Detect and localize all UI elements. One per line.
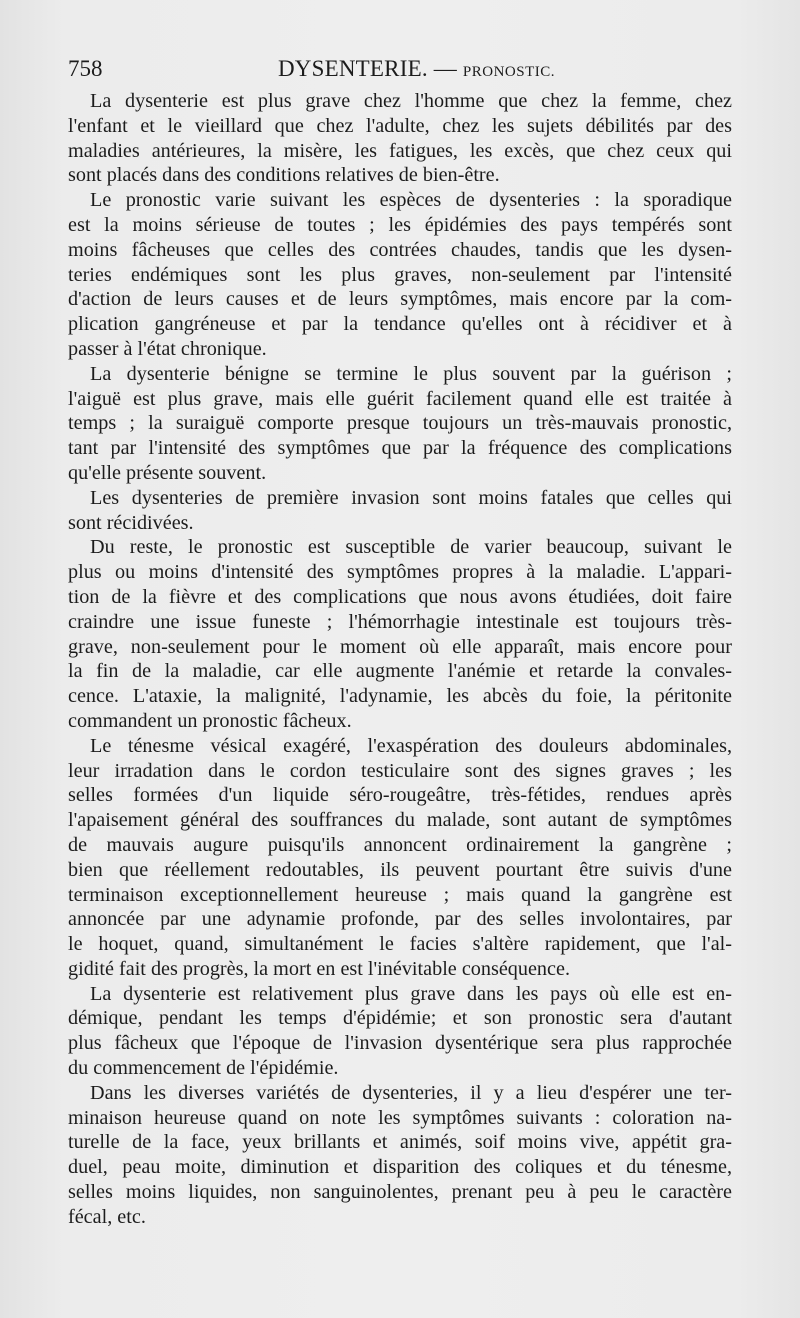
paragraph [68, 486, 732, 536]
text-line: commandent un pronostic fâcheux. [68, 709, 352, 732]
text-line: selles formées d'un liquide séro-rougeâtre, très-fétides, rendues après [68, 784, 732, 807]
text-line: grave, non-seulement pour le moment où elle apparaît, mais encore pour [68, 635, 732, 658]
paragraph [68, 535, 732, 733]
running-head-subtitle: PRONOSTIC. [462, 64, 555, 80]
text-line: est la moins sérieuse de toutes ; les épidémies des pays tempérés sont [68, 213, 732, 236]
text-line: sont récidivées. [68, 511, 194, 534]
text-line: Le ténesme vésical exagéré, l'exaspération des douleurs abdominales, [90, 734, 732, 757]
paragraph [68, 982, 732, 1081]
running-head-separator: — [433, 56, 457, 81]
text-line: l'apaisement général des souffrances du malade, sont autant de symptômes [68, 809, 732, 832]
text-line: terminaison exceptionnellement heureuse ; mais quand la gangrène est [68, 883, 732, 906]
text-line: fécal, etc. [68, 1205, 146, 1228]
text-line: bien que réellement redoutables, ils peuvent pourtant être suivis d'une [68, 858, 732, 881]
text-line: temps ; la suraiguë comporte presque toujours un très-mauvais pronostic, [68, 412, 732, 435]
text-line: qu'elle présente souvent. [68, 461, 267, 484]
text-line: le hoquet, quand, simultanément le facies s'altère rapidement, que l'al- [68, 933, 732, 956]
text-line: tion de la fièvre et des complications que nous avons étudiées, doit faire [68, 585, 732, 608]
text-line: Les dysenteries de première invasion sont moins fatales que celles qui [90, 486, 732, 509]
text-line: de mauvais augure puisqu'ils annoncent ordinairement la gangrène ; [68, 833, 732, 856]
text-line: minaison heureuse quand on note les symptômes suivants : coloration na- [68, 1106, 732, 1129]
paragraph [68, 1081, 732, 1230]
text-line: sont placés dans des conditions relatives de bien-être. [68, 164, 500, 187]
text-line: du commencement de l'épidémie. [68, 1057, 339, 1080]
text-line: craindre une issue funeste ; l'hémorrhagie intestinale est toujours très- [68, 610, 732, 633]
text-line: teries endémiques sont les plus graves, non-seulement par l'intensité [68, 263, 732, 286]
text-line: leur irradation dans le cordon testiculaire sont des signes graves ; les [68, 759, 732, 782]
page-header [68, 56, 732, 86]
text-line: plication gangréneuse et par la tendance qu'elles ont à récidiver et à [68, 313, 732, 336]
text-line: gidité fait des progrès, la mort en est l'inévitable conséquence. [68, 957, 570, 980]
paragraph [68, 362, 732, 486]
text-line: annoncée par une adynamie profonde, par des selles involontaires, par [68, 908, 732, 931]
text-line: La dysenterie est relativement plus grave dans les pays où elle est en- [90, 982, 732, 1005]
running-head [278, 56, 555, 82]
text-line: tant par l'intensité des symptômes que par la fréquence des complications [68, 437, 732, 460]
text-line: La dysenterie est plus grave chez l'homme que chez la femme, chez [90, 90, 732, 112]
text-line: Dans les diverses variétés de dysenteries, il y a lieu d'espérer une ter- [90, 1081, 732, 1104]
text-line: passer à l'état chronique. [68, 337, 267, 360]
text-line: La dysenterie bénigne se termine le plus souvent par la guérison ; [90, 362, 732, 385]
text-line: duel, peau moite, diminution et disparition des coliques et du ténesme, [68, 1156, 732, 1179]
text-line: maladies antérieures, la misère, les fatigues, les excès, que chez ceux qui [68, 139, 732, 162]
text-line: cence. L'ataxie, la malignité, l'adynamie, les abcès du foie, la péritonite [68, 685, 732, 708]
body-text [68, 89, 732, 1230]
running-head-title: DYSENTERIE. [278, 56, 428, 81]
text-line: Le pronostic varie suivant les espèces de dysenteries : la sporadique [90, 189, 732, 212]
text-line: plus fâcheux que l'époque de l'invasion dysentérique sera plus rapprochée [68, 1032, 732, 1055]
paragraph [68, 188, 732, 362]
text-line: la fin de la maladie, car elle augmente l'anémie et retarde la convales- [68, 660, 732, 683]
text-line: plus ou moins d'intensité des symptômes propres à la maladie. L'appari- [68, 561, 732, 584]
text-line: l'enfant et le vieillard que chez l'adulte, chez les sujets débilités par des [68, 114, 732, 137]
text-line: Du reste, le pronostic est susceptible de varier beaucoup, suivant le [90, 536, 732, 559]
page-number: 758 [68, 56, 103, 81]
text-line: d'action de leurs causes et de leurs symptômes, mais encore par la com- [68, 288, 732, 311]
paragraph [68, 734, 732, 982]
paragraph [68, 89, 732, 188]
text-line: selles moins liquides, non sanguinolentes, prenant peu à peu le caractère [68, 1181, 732, 1204]
text-line: turelle de la face, yeux brillants et animés, soif moins vive, appétit gra- [68, 1131, 732, 1154]
text-line: démique, pendant les temps d'épidémie; et son pronostic sera d'autant [68, 1007, 732, 1030]
text-line: moins fâcheuses que celles des contrées chaudes, tandis que les dysen- [68, 238, 732, 261]
text-line: l'aiguë est plus grave, mais elle guérit facilement quand elle est traitée à [68, 387, 732, 410]
